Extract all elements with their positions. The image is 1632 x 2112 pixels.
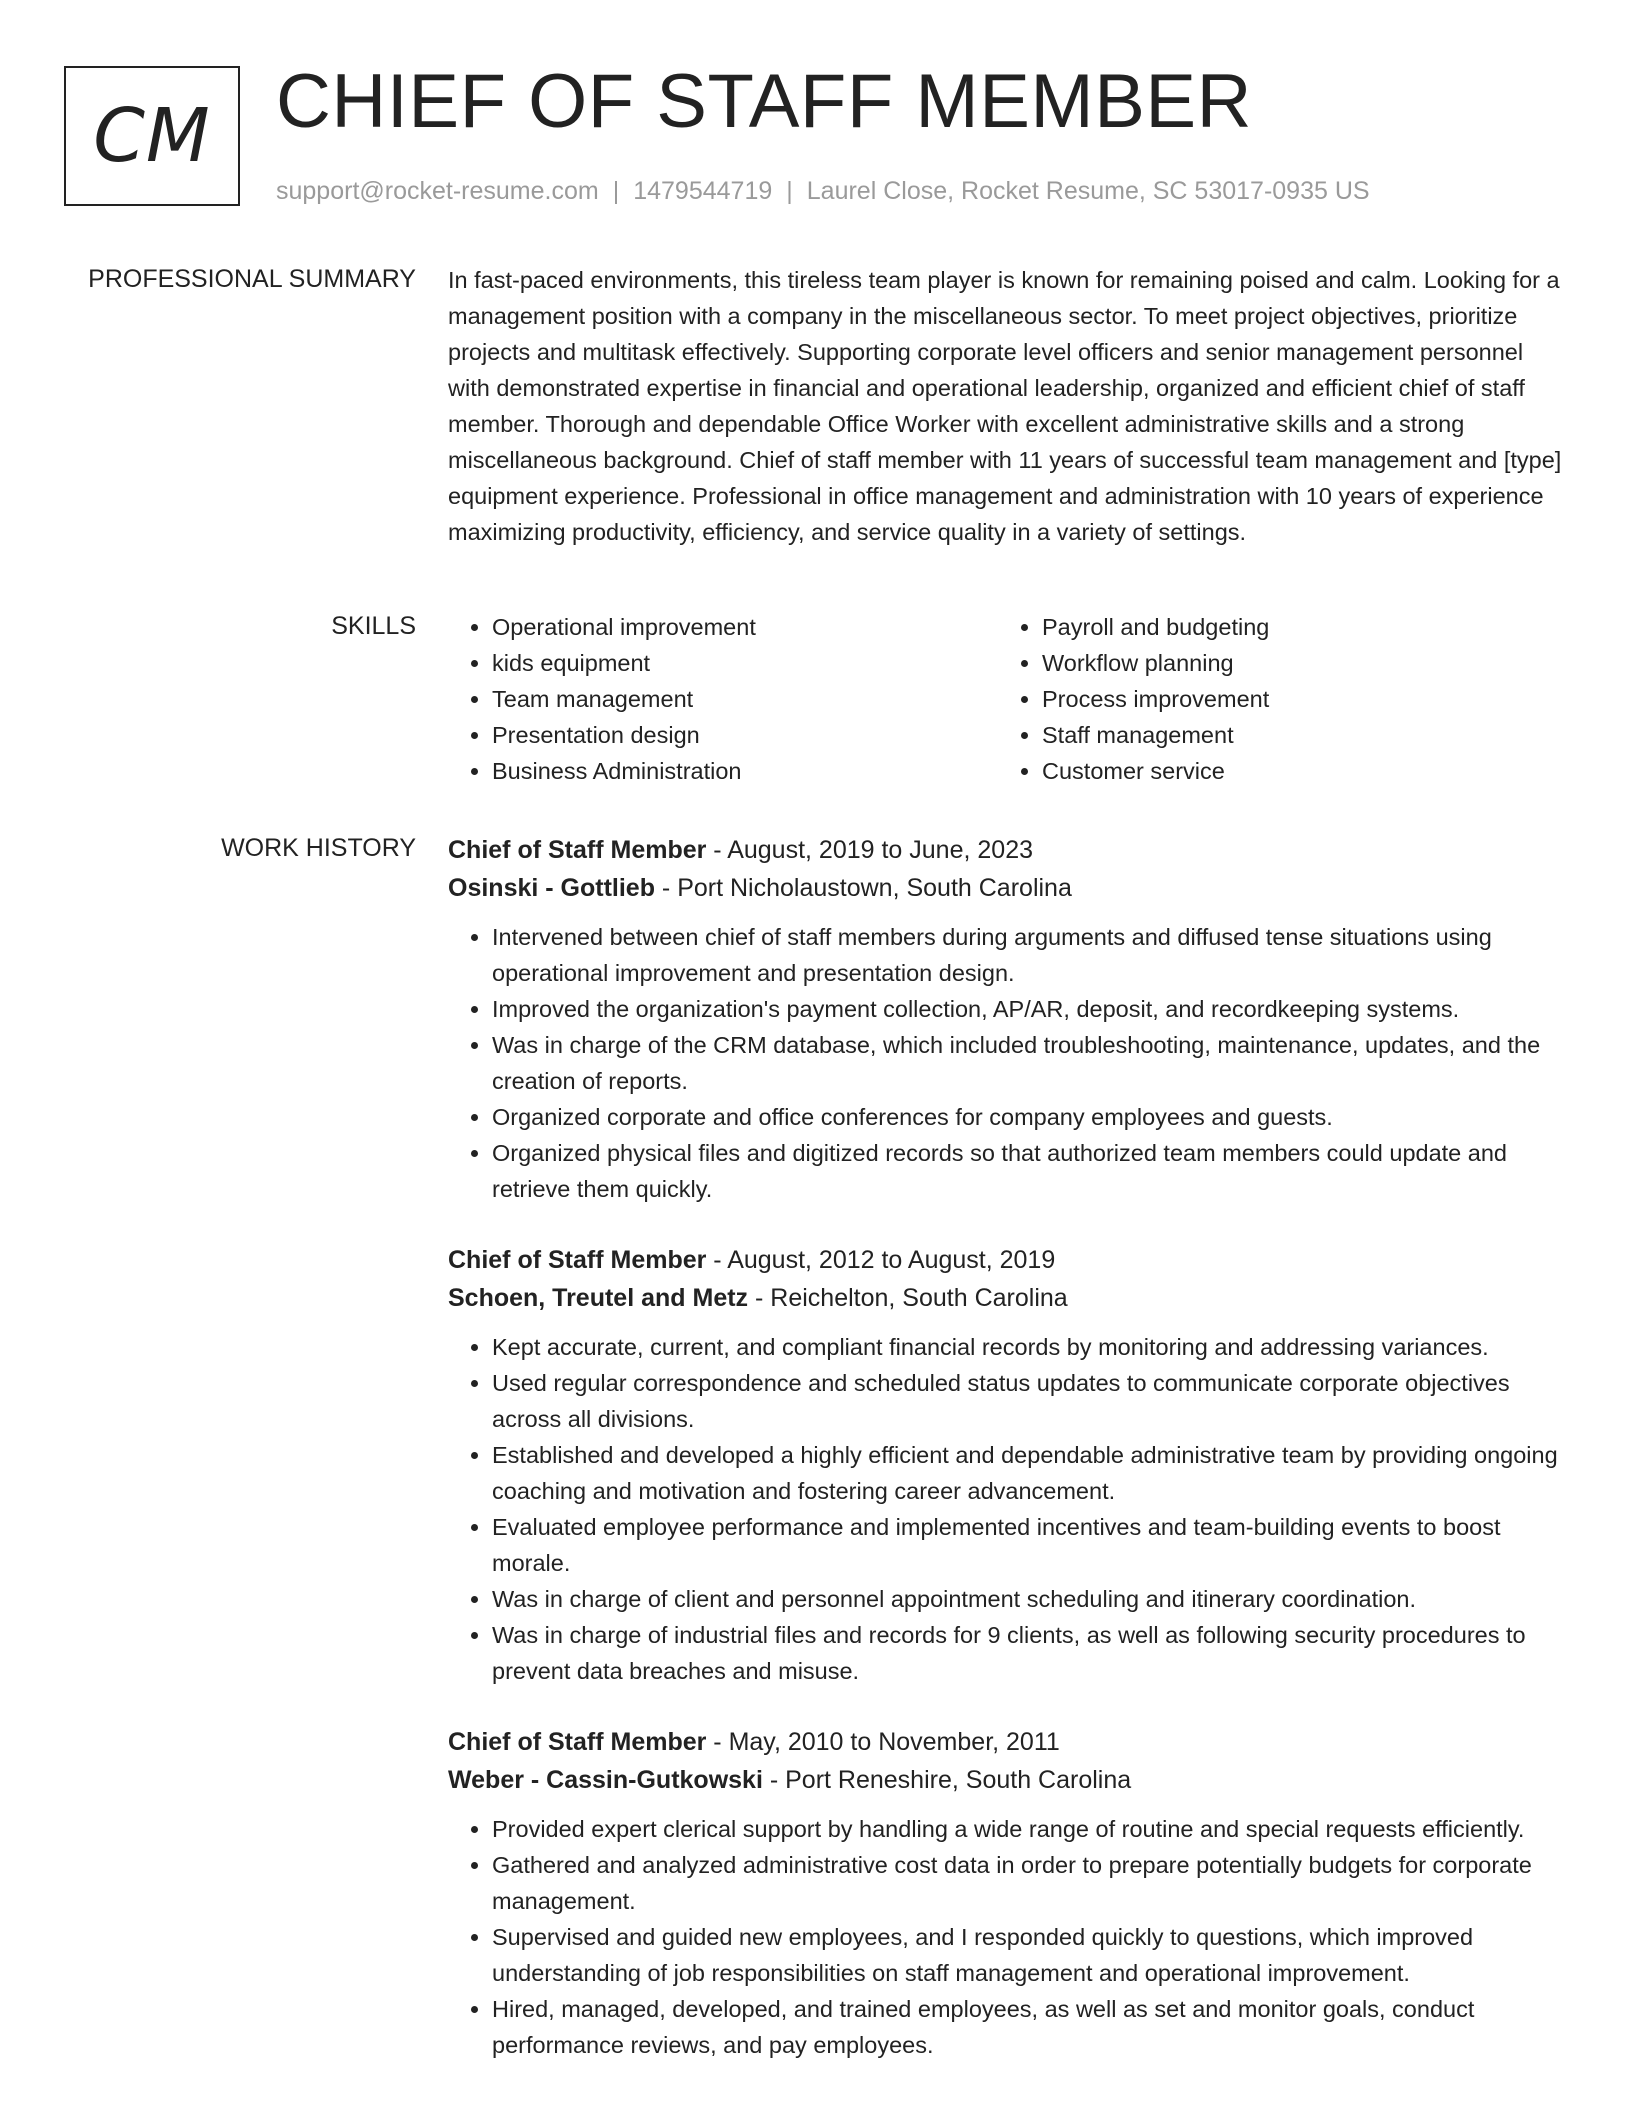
job-title: Chief of Staff Member (448, 836, 707, 864)
job-dates: August, 2019 to June, 2023 (727, 836, 1034, 864)
skills-list-left (448, 609, 756, 789)
job-bullet: • Gathered and analyzed administrative cost data in order to prepare potentially budgets for corporate management. (492, 1847, 1568, 1919)
job-location: Port Nicholaustown, South Carolina (677, 874, 1072, 902)
job-company: Schoen, Treutel and Metz (448, 1284, 749, 1312)
section-label-work-history: WORK HISTORY (221, 834, 416, 862)
resume-title: CHIEF OF STAFF MEMBER (276, 59, 1252, 144)
job-company-line (448, 1279, 1568, 1317)
skill-item: • Presentation design (492, 717, 756, 753)
skill-item: • kids equipment (492, 645, 756, 681)
job-title-line (448, 1723, 1568, 1761)
contact-separator: | (612, 177, 620, 205)
job-title: Chief of Staff Member (448, 1246, 707, 1274)
skill-item: • Staff management (1042, 717, 1269, 753)
job-bullet: • Used regular correspondence and scheduled status updates to communicate corporate objectives across all divisions. (492, 1365, 1568, 1437)
job-company: Weber - Cassin-Gutkowski (448, 1766, 763, 1794)
contact-line (276, 174, 1370, 208)
job-bullets (448, 1329, 1568, 1689)
skill-item: • Workflow planning (1042, 645, 1269, 681)
job-entry (448, 1723, 1568, 2063)
dash: - (706, 1728, 729, 1756)
job-dates: August, 2012 to August, 2019 (727, 1246, 1056, 1274)
job-bullet: • Hired, managed, developed, and trained employees, as well as set and monitor goals, conduct performance reviews, and pay employees. (492, 1991, 1568, 2063)
dash: - (706, 836, 728, 864)
job-bullet: • Was in charge of client and personnel appointment scheduling and itinerary coordination. (492, 1581, 1568, 1617)
skill-item: • Operational improvement (492, 609, 756, 645)
skills-list-right (998, 609, 1269, 789)
job-bullet: • Supervised and guided new employees, and I responded quickly to questions, which improved understanding of job responsibilities on staff management and operational improvement. (492, 1919, 1568, 1991)
job-bullet: • Was in charge of industrial files and records for 9 clients, as well as following security procedures to prevent data breaches and misuse. (492, 1617, 1568, 1689)
dash: - (762, 1766, 786, 1794)
job-bullet: • Evaluated employee performance and implemented incentives and team-building events to boost morale. (492, 1509, 1568, 1581)
job-title-line (448, 1241, 1568, 1279)
job-entry (448, 1241, 1568, 1689)
skill-item: • Business Administration (492, 753, 756, 789)
job-location: Reichelton, South Carolina (770, 1284, 1068, 1312)
work-history-body (448, 831, 1568, 2097)
contact-phone[interactable]: 1479544719 (633, 177, 773, 205)
job-bullets (448, 1811, 1568, 2063)
job-company: Osinski - Gottlieb (448, 874, 655, 902)
job-company-line (448, 869, 1568, 907)
job-company-line (448, 1761, 1568, 1799)
summary-body (448, 262, 1568, 550)
job-entry (448, 831, 1568, 1207)
contact-address: Laurel Close, Rocket Resume, SC 53017-0935 US (806, 177, 1370, 205)
skill-item: • Customer service (1042, 753, 1269, 789)
job-bullet: • Organized corporate and office conferences for company employees and guests. (492, 1099, 1568, 1135)
dash: - (748, 1284, 771, 1312)
dash: - (654, 874, 678, 902)
job-bullets (448, 919, 1568, 1207)
monogram-logo: CM (64, 66, 240, 206)
skill-item: • Payroll and budgeting (1042, 609, 1269, 645)
skill-item: • Team management (492, 681, 756, 717)
section-label-skills: SKILLS (331, 612, 416, 640)
job-bullet: • Kept accurate, current, and compliant financial records by monitoring and addressing variances. (492, 1329, 1568, 1365)
job-bullet: • Organized physical files and digitized records so that authorized team members could update and retrieve them quickly. (492, 1135, 1568, 1207)
job-title-line (448, 831, 1568, 869)
job-bullet: • Provided expert clerical support by handling a wide range of routine and special requests efficiently. (492, 1811, 1568, 1847)
job-bullet: • Intervened between chief of staff members during arguments and diffused tense situations using operational improvement and presentation design. (492, 919, 1568, 991)
job-bullet: • Established and developed a highly efficient and dependable administrative team by providing ongoing coaching and motivation and fostering career advancement. (492, 1437, 1568, 1509)
summary-text: In fast-paced environments, this tireless team player is known for remaining poised and calm. Looking for a management position with a company in the miscellaneous sector. To meet project objectives, prioritize projects and multitask effectively. Supporting corporate level officers and senior management personnel with demonstrated expertise in financial and operational leadership, organized and efficient chief of staff member. Thorough and dependable Office Worker with excellent administrative skills and a strong miscellaneous background. Chief of staff member with 11 years of successful team management and [type] equipment experience. Professional in office management and administration with 10 years of experience maximizing productivity, efficiency, and service quality in a variety of settings. (448, 267, 1562, 545)
job-bullet: • Was in charge of the CRM database, which included troubleshooting, maintenance, updates, and the creation of reports. (492, 1027, 1568, 1099)
section-label-summary: PROFESSIONAL SUMMARY (88, 265, 416, 293)
job-dates: May, 2010 to November, 2011 (728, 1728, 1060, 1756)
skill-item: • Process improvement (1042, 681, 1269, 717)
contact-email[interactable]: support@rocket-resume.com (276, 177, 599, 205)
dash: - (706, 1246, 728, 1274)
job-bullet: • Improved the organization's payment collection, AP/AR, deposit, and recordkeeping systems. (492, 991, 1568, 1027)
job-title: Chief of Staff Member (448, 1728, 707, 1756)
job-location: Port Reneshire, South Carolina (785, 1766, 1132, 1794)
contact-separator: | (786, 177, 793, 205)
